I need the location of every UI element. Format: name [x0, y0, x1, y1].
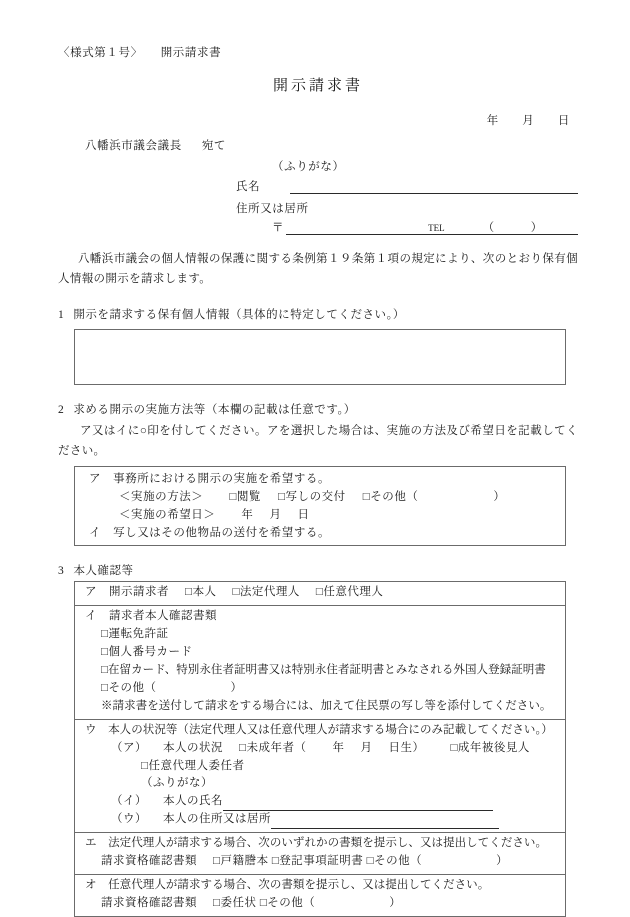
checkbox-legal-representative[interactable]: □法定代理人 [232, 586, 300, 599]
row-c-sub-a-marker: （ア） [111, 741, 147, 754]
row-c-furigana-label: （ふりがな） [141, 777, 213, 790]
addressee [58, 137, 578, 153]
checkbox-my-number-card[interactable]: □個人番号カード [101, 645, 193, 658]
statement-paragraph [58, 249, 578, 290]
row-c-principal-name-row [75, 793, 565, 811]
table-row-voluntary-representative-docs [75, 875, 565, 917]
row-e-docs-label: 請求資格確認書類 [101, 897, 197, 910]
table-row-applicant-type [75, 582, 565, 606]
section-2-method-row [75, 488, 565, 506]
postal-mark-icon: 〒 [272, 222, 285, 234]
tel-number-input[interactable] [543, 222, 578, 235]
row-e-marker: オ [85, 879, 97, 892]
page-title: 開示請求書 [272, 78, 363, 94]
form-sheet [58, 44, 578, 917]
row-c-principal-address-row [75, 811, 565, 829]
checkbox-method-other[interactable]: □その他（ [362, 490, 419, 503]
date-line [58, 112, 578, 128]
section-2-method-label: ＜実施の方法＞ [119, 490, 204, 503]
row-c-sub-a-label: 本人の状況 [163, 741, 223, 754]
checkbox-registry-certificate[interactable]: □登記事項証明書 [271, 855, 364, 868]
row-c-sub-c-marker: （ウ） [111, 813, 147, 826]
table-row-legal-representative-docs [75, 833, 565, 875]
principal-address-input[interactable] [271, 815, 499, 829]
minor-birth-month[interactable]: 月 [360, 741, 373, 754]
principal-name-input[interactable] [223, 797, 493, 811]
applicant-postal-row [236, 219, 578, 235]
section-2-method-other-close: ） [493, 490, 506, 503]
row-c-sub-b-marker: （イ） [111, 795, 147, 808]
section-1-number: 1 [58, 308, 65, 321]
checkbox-identity-other[interactable]: □その他（ [101, 681, 157, 694]
checkbox-voluntary-representative[interactable]: □任意代理人 [315, 586, 384, 599]
table-row-identity-documents [75, 606, 565, 720]
row-c-marker: ウ [85, 723, 97, 736]
checkbox-power-of-attorney[interactable]: □委任状 [213, 897, 257, 910]
minor-birth-day[interactable]: 日生） [388, 741, 425, 754]
row-a-marker: ア [85, 586, 97, 599]
section-3-title: 本人確認等 [73, 565, 134, 578]
section-2-number: 2 [58, 403, 65, 416]
section-2-box [74, 466, 566, 546]
section-2-date-label: ＜実施の希望日＞ [119, 508, 216, 521]
row-d-other-close: ） [496, 855, 509, 868]
form-kind-line [58, 44, 578, 60]
section-1-heading [58, 306, 578, 322]
row-e-other-close: ） [389, 897, 402, 910]
section-2-option-b[interactable]: イ 写し又はその他物品の送付を希望する。 [89, 527, 330, 540]
checkbox-drivers-license[interactable]: □運転免許証 [101, 627, 169, 640]
section-2-date-year[interactable]: 年 [241, 508, 254, 521]
checkbox-voluntary-docs-other[interactable]: □その他（ [259, 897, 316, 910]
applicant-address-label: 住所又は居所 [236, 203, 309, 215]
row-b-other-close: ） [230, 681, 243, 694]
date-month-label: 月 [522, 115, 535, 127]
postal-code-input[interactable] [286, 222, 426, 235]
section-2-option-a[interactable]: ア 事務所における開示の実施を希望する。 [89, 472, 330, 485]
section-1-entry-box[interactable] [74, 329, 566, 385]
table-row-principal-status [75, 720, 565, 834]
section-2-note-text: ア又はイに○印を付してください。アを選択した場合は、実施の方法及び希望日を記載してください。 [58, 424, 579, 458]
section-2-heading [58, 401, 578, 417]
row-b-label: 請求者本人確認書類 [109, 610, 217, 622]
tel-paren-open: （ [482, 222, 495, 234]
tel-area-input[interactable] [447, 222, 483, 235]
section-2-note [58, 421, 578, 462]
minor-birth-year[interactable]: 年 [332, 741, 345, 754]
form-kind-name: 開示請求書 [160, 47, 222, 59]
tel-label: TEL [428, 223, 445, 233]
row-d-docs-label: 請求資格確認書類 [101, 855, 197, 868]
applicant-name-row [236, 178, 578, 194]
section-2-date-day[interactable]: 日 [297, 508, 310, 521]
row-c-sub-c-label: 本人の住所又は居所 [163, 813, 271, 826]
section-3-heading [58, 562, 578, 578]
checkbox-self[interactable]: □本人 [185, 586, 217, 599]
section-2-date-month[interactable]: 月 [269, 508, 282, 521]
section-2-date-row [75, 506, 565, 524]
row-a-label: 開示請求者 [109, 586, 169, 599]
date-day-label: 日 [557, 115, 570, 127]
addressee-suffix: 宛て [201, 140, 227, 152]
section-3-number: 3 [58, 565, 65, 578]
checkbox-browse[interactable]: □閲覧 [229, 490, 261, 503]
row-d-marker: エ [85, 837, 97, 850]
checkbox-family-register[interactable]: □戸籍謄本 [213, 855, 269, 868]
row-c-sub-b-label: 本人の氏名 [163, 795, 223, 808]
applicant-name-input[interactable] [290, 181, 578, 194]
checkbox-residence-card[interactable]: □在留カード、特別永住者証明書又は特別永住者証明書とみなされる外国人登録証明書 [101, 663, 546, 676]
checkbox-adult-ward[interactable]: □成年被後見人 [450, 741, 530, 754]
row-d-label: 法定代理人が請求する場合、次のいずれかの書類を提示し、又は提出してください。 [108, 837, 548, 850]
row-e-label: 任意代理人が請求する場合、次の書類を提示し、又は提出してください。 [108, 879, 490, 892]
tel-middle-input[interactable] [495, 222, 531, 235]
addressee-name: 八幡浜市議会議長 [85, 140, 182, 152]
applicant-block [58, 158, 578, 235]
section-3-table [74, 581, 566, 917]
section-1-title: 開示を請求する保有個人情報（具体的に特定してください。） [73, 308, 405, 321]
applicant-furigana-label: （ふりがな） [272, 161, 345, 173]
checkbox-copy-delivery[interactable]: □写しの交付 [277, 490, 346, 503]
row-b-marker: イ [85, 610, 97, 622]
date-year-label: 年 [486, 115, 499, 127]
applicant-name-label: 氏名 [236, 181, 261, 193]
checkbox-minor[interactable]: □未成年者（ [239, 741, 307, 754]
checkbox-legal-docs-other[interactable]: □その他（ [366, 855, 423, 868]
checkbox-voluntary-delegator[interactable]: □任意代理人委任者 [141, 759, 245, 772]
section-2-title: 求める開示の実施方法等（本欄の記載は任意です。） [73, 403, 356, 416]
form-kind-label: 〈様式第１号〉 [58, 47, 143, 59]
row-c-label: 本人の状況等（法定代理人又は任意代理人が請求する場合にのみ記載してください。） [108, 723, 553, 736]
tel-paren-close: ） [530, 222, 543, 234]
row-b-note: ※請求書を送付して請求をする場合には、加えて住民票の写し等を添付してください。 [101, 699, 552, 712]
statement-text: 八幡浜市議会の個人情報の保護に関する条例第１９条第１項の規定により、次のとおり保有個人情報の開示を請求します。 [58, 253, 578, 286]
